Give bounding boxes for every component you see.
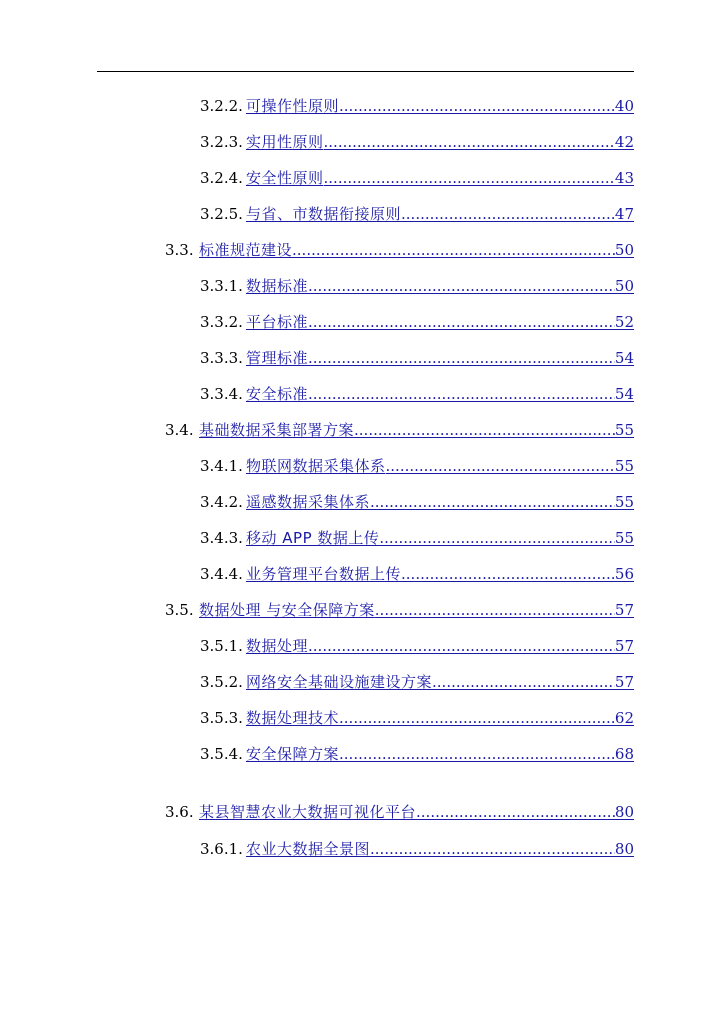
toc-entry-title: 网络安全基础设施建设方案 [246, 673, 433, 691]
toc-entry-page: 55 [614, 457, 634, 475]
toc-entry-link[interactable] [246, 527, 634, 549]
toc-entry-link[interactable] [246, 95, 634, 117]
toc-entry-3-6 [165, 801, 634, 823]
toc-leader-dots [308, 347, 615, 369]
toc-entry-title: 业务管理平台数据上传 [246, 565, 402, 583]
toc-entry-3-4-3 [200, 527, 634, 549]
toc-entry-title: 标准规范建设 [199, 241, 293, 259]
toc-entry-3-5 [165, 599, 634, 621]
toc-entry-3-4 [165, 419, 634, 441]
toc-entry-3-3-2 [200, 311, 634, 333]
toc-entry-3-6-1 [200, 838, 634, 860]
toc-entry-title: 实用性原则 [246, 133, 324, 151]
toc-entry-page: 54 [614, 349, 634, 367]
toc-entry-number: 3.4.3. [200, 529, 243, 547]
toc-entry-link[interactable] [246, 383, 634, 405]
toc-entry-title: 数据处理 [246, 637, 309, 655]
toc-entry-page: 57 [614, 637, 634, 655]
toc-leader-dots [401, 203, 615, 225]
toc-entry-3-5-4 [200, 743, 634, 765]
toc-entry-3-4-1 [200, 455, 634, 477]
toc-entry-3-3 [165, 239, 634, 261]
toc-leader-dots [324, 167, 615, 189]
toc-entry-link[interactable] [246, 311, 634, 333]
toc-entry-page: 68 [614, 745, 634, 763]
toc-entry-page: 80 [614, 803, 634, 821]
toc-entry-3-5-1 [200, 635, 634, 657]
toc-entry-link[interactable] [246, 635, 634, 657]
toc-entry-title: 管理标准 [246, 349, 309, 367]
toc-entry-title: 平台标准 [246, 313, 309, 331]
toc-entry-link[interactable] [246, 743, 634, 765]
toc-entry-page: 57 [614, 601, 634, 619]
toc-entry-page: 52 [614, 313, 634, 331]
toc-entry-number: 3.4.2. [200, 493, 243, 511]
toc-leader-dots [308, 275, 615, 297]
toc-leader-dots [379, 527, 615, 549]
toc-entry-number: 3.2.3. [200, 133, 243, 151]
toc-entry-3-2-2 [200, 95, 634, 117]
toc-entry-3-2-3 [200, 131, 634, 153]
toc-entry-page: 55 [614, 421, 634, 439]
toc-entry-3-2-4 [200, 167, 634, 189]
toc-entry-title: 安全性原则 [246, 169, 324, 187]
toc-entry-page: 42 [614, 133, 634, 151]
toc-entry-number: 3.3.4. [200, 385, 243, 403]
header-rule [97, 71, 634, 72]
toc-entry-3-2-5 [200, 203, 634, 225]
toc-leader-dots [324, 131, 615, 153]
toc-leader-dots [370, 838, 615, 860]
toc-entry-page: 56 [614, 565, 634, 583]
toc-entry-number: 3.3.3. [200, 349, 243, 367]
toc-entry-number: 3.2.5. [200, 205, 243, 223]
toc-leader-dots [292, 239, 615, 261]
toc-entry-title: 遥感数据采集体系 [246, 493, 371, 511]
toc-entry-title: 数据标准 [246, 277, 309, 295]
toc-entry-3-3-1 [200, 275, 634, 297]
toc-entry-title: 安全保障方案 [246, 745, 340, 763]
toc-leader-dots [386, 455, 615, 477]
toc-entry-3-4-2 [200, 491, 634, 513]
toc-entry-link[interactable] [246, 167, 634, 189]
toc-entry-page: 54 [614, 385, 634, 403]
toc-entry-3-5-3 [200, 707, 634, 729]
toc-entry-number: 3.6. [165, 803, 194, 821]
toc-entry-page: 55 [614, 493, 634, 511]
toc-entry-link[interactable] [246, 707, 634, 729]
toc-entry-link[interactable] [246, 671, 634, 693]
toc-entry-title: 基础数据采集部署方案 [199, 421, 355, 439]
toc-entry-3-5-2 [200, 671, 634, 693]
toc-entry-link[interactable] [246, 275, 634, 297]
toc-entry-page: 50 [614, 277, 634, 295]
toc-entry-page: 47 [614, 205, 634, 223]
toc-entry-number: 3.5.2. [200, 673, 243, 691]
toc-entry-number: 3.6.1. [200, 840, 243, 858]
toc-leader-dots [308, 383, 615, 405]
toc-entry-title: 数据处理技术 [246, 709, 340, 727]
toc-entry-page: 43 [614, 169, 634, 187]
toc-entry-link[interactable] [246, 347, 634, 369]
toc-entry-title: 数据处理 与安全保障方案 [199, 601, 375, 619]
toc-entry-link[interactable] [199, 599, 634, 621]
toc-entry-number: 3.4. [165, 421, 194, 439]
toc-entry-title: 物联网数据采集体系 [246, 457, 386, 475]
toc-entry-link[interactable] [199, 239, 634, 261]
toc-entry-link[interactable] [246, 491, 634, 513]
toc-entry-title: 移动 APP 数据上传 [246, 529, 380, 547]
toc-entry-number: 3.5.3. [200, 709, 243, 727]
toc-leader-dots [401, 563, 615, 585]
toc-entry-page: 57 [614, 673, 634, 691]
toc-entry-page: 62 [614, 709, 634, 727]
toc-entry-3-4-4 [200, 563, 634, 585]
toc-entry-number: 3.4.4. [200, 565, 243, 583]
toc-leader-dots [339, 743, 615, 765]
toc-leader-dots [308, 635, 615, 657]
toc-leader-dots [416, 801, 615, 823]
toc-leader-dots [339, 95, 615, 117]
toc-leader-dots [432, 671, 615, 693]
toc-leader-dots [308, 311, 615, 333]
toc-entry-number: 3.3.2. [200, 313, 243, 331]
toc-entry-link[interactable] [199, 801, 634, 823]
toc-entry-link[interactable] [246, 563, 634, 585]
toc-leader-dots [370, 491, 615, 513]
toc-entry-title: 可操作性原则 [246, 97, 340, 115]
toc-entry-3-3-3 [200, 347, 634, 369]
toc-entry-number: 3.2.4. [200, 169, 243, 187]
toc-entry-number: 3.5. [165, 601, 194, 619]
toc-leader-dots [354, 419, 615, 441]
toc-entry-number: 3.4.1. [200, 457, 243, 475]
toc-entry-number: 3.3. [165, 241, 194, 259]
toc-entry-page: 80 [614, 840, 634, 858]
toc-entry-title: 某县智慧农业大数据可视化平台 [199, 803, 417, 821]
toc-entry-page: 40 [614, 97, 634, 115]
toc-entry-3-3-4 [200, 383, 634, 405]
toc-entry-link[interactable] [246, 131, 634, 153]
toc-entry-title: 与省、市数据衔接原则 [246, 205, 402, 223]
toc-entry-number: 3.2.2. [200, 97, 243, 115]
toc-entry-link[interactable] [199, 419, 634, 441]
toc-entry-number: 3.5.4. [200, 745, 243, 763]
toc-entry-number: 3.5.1. [200, 637, 243, 655]
toc-entry-title: 安全标准 [246, 385, 309, 403]
toc-entry-title: 农业大数据全景图 [246, 840, 371, 858]
toc-entry-page: 55 [614, 529, 634, 547]
toc-entry-number: 3.3.1. [200, 277, 243, 295]
toc-entry-page: 50 [614, 241, 634, 259]
toc-entry-link[interactable] [246, 838, 634, 860]
toc-leader-dots [375, 599, 615, 621]
toc-leader-dots [339, 707, 615, 729]
toc-entry-link[interactable] [246, 203, 634, 225]
toc-entry-link[interactable] [246, 455, 634, 477]
